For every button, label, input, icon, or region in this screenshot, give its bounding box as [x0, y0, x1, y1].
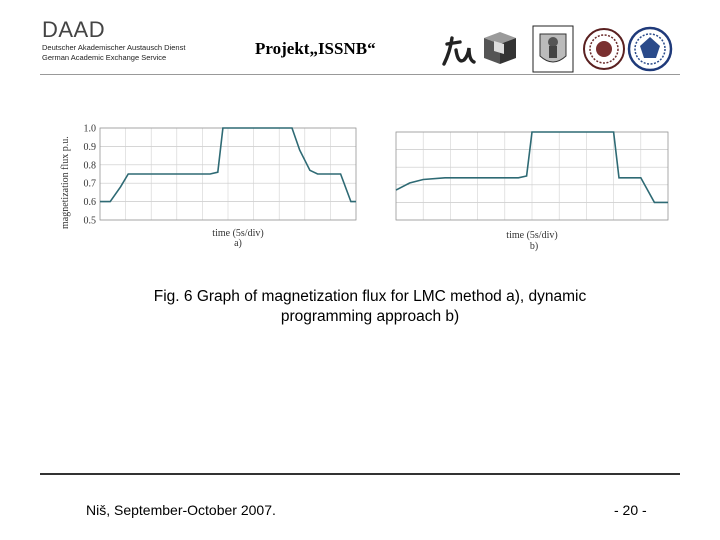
chart-a-ylabel: magnetization flux p.u. — [60, 136, 71, 229]
y-tick-label: 0.7 — [83, 178, 96, 190]
y-tick-label: 0.9 — [83, 141, 96, 153]
y-tick-label: 1.0 — [83, 123, 96, 135]
chart-b-gridlines — [396, 132, 668, 220]
chart-a-xlabel: time (5s/div) — [212, 228, 264, 239]
page-number: - 20 - — [614, 502, 647, 518]
chart-a-panel-label: a) — [234, 238, 242, 249]
chart-b-xlabel: time (5s/div) — [506, 230, 558, 241]
org-name-english: German Academic Exchange Service — [42, 53, 167, 62]
chart-a-y-ticks — [84, 124, 97, 227]
seal-logo — [584, 29, 624, 69]
y-tick-label: 0.5 — [83, 215, 96, 227]
project-title: Projekt„ISSNB“ — [255, 39, 376, 58]
footer-divider — [40, 473, 680, 475]
header-divider — [40, 74, 680, 75]
cube-logo — [484, 32, 516, 64]
y-tick-label: 0.6 — [83, 197, 96, 209]
footer-location-date: Niš, September-October 2007. — [86, 502, 276, 518]
seal-logo — [533, 26, 573, 72]
university-logo — [444, 38, 474, 64]
seal-logo — [629, 28, 671, 70]
caption-line-2: programming approach b) — [280, 308, 460, 325]
logo-row — [438, 24, 678, 74]
chart-b-panel-label: b) — [529, 241, 539, 252]
figure-caption — [90, 287, 650, 327]
flux-chart-b — [392, 112, 682, 254]
daad-logo-text: DAAD — [42, 17, 106, 42]
chart-a-ylabel-group — [60, 136, 71, 229]
flux-chart-a — [44, 112, 364, 254]
y-tick-label: 0.8 — [83, 160, 96, 172]
org-name-german: Deutscher Akademischer Austausch Dienst — [42, 43, 186, 52]
caption-line-1: Fig. 6 Graph of magnetization flux for LMC method a), dynamic — [153, 288, 587, 305]
